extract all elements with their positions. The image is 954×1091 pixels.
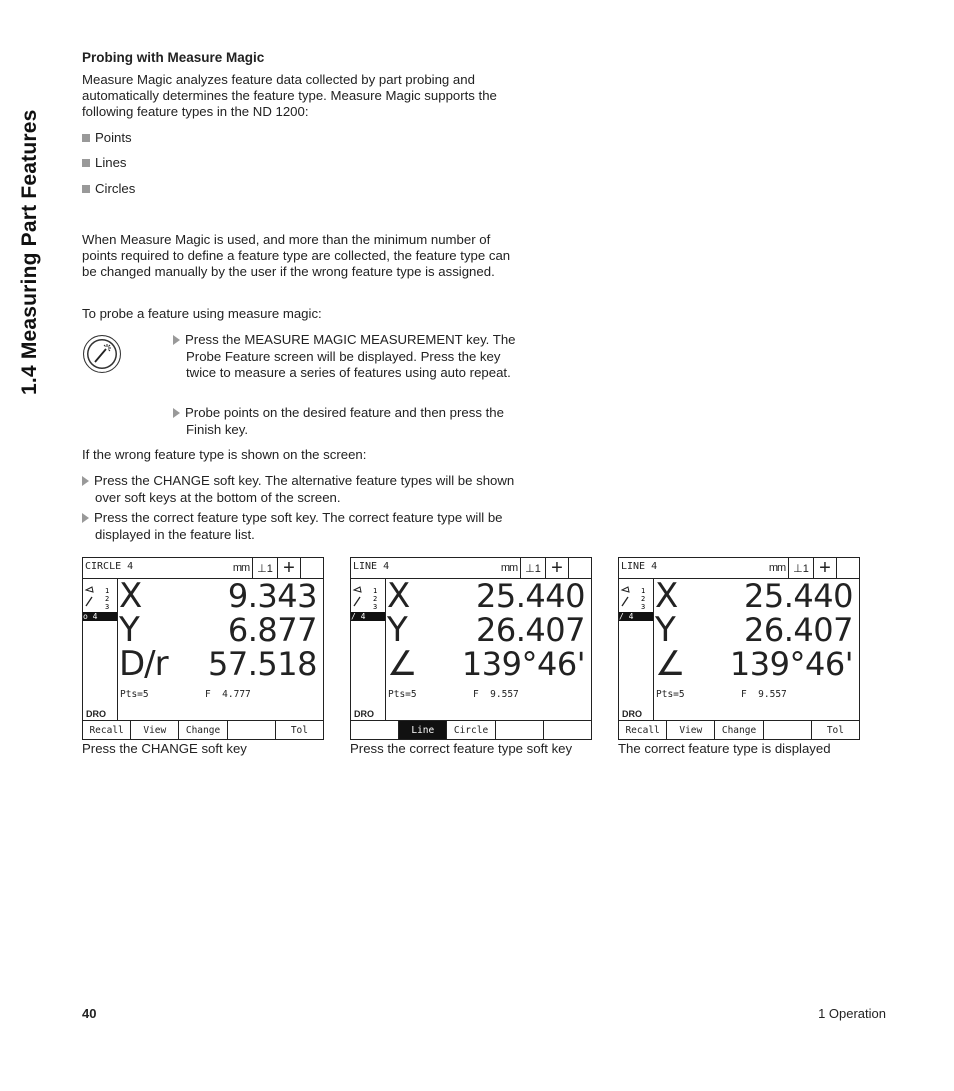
section-heading: Probing with Measure Magic — [82, 50, 265, 65]
screen-caption: Press the CHANGE soft key — [82, 741, 247, 756]
svg-text:3: 3 — [105, 603, 110, 611]
axis-value: 6.877 — [227, 611, 317, 649]
step-arrow-icon — [173, 408, 180, 418]
softkey-blank[interactable] — [543, 721, 591, 739]
resolution-icon: ⊥1 — [788, 558, 813, 578]
softkey-change[interactable]: Change — [714, 721, 762, 739]
feature-list-icons — [619, 584, 653, 612]
page-number: 40 — [82, 1006, 97, 1021]
step-item: Press the correct feature type soft key. The correct feature type will be displayed in the feature list. — [82, 510, 527, 543]
svg-text:1: 1 — [641, 587, 646, 595]
bullet-item: Lines — [82, 155, 127, 170]
paragraph-3: To probe a feature using measure magic: — [82, 306, 322, 321]
softkey-blank[interactable] — [351, 721, 398, 739]
softkey-blank[interactable] — [227, 721, 275, 739]
step-arrow-icon — [82, 513, 89, 523]
toolbar-blank — [836, 558, 859, 578]
screen-divider — [653, 578, 654, 720]
softkey-circle[interactable]: Circle — [446, 721, 494, 739]
bullet-square-icon — [82, 159, 90, 167]
softkey-view[interactable]: View — [666, 721, 714, 739]
softkey-blank[interactable] — [495, 721, 543, 739]
feature-list-selected: / 4 — [619, 612, 653, 621]
crosshair-icon: + — [277, 558, 300, 578]
dro-label: DRO — [354, 709, 374, 719]
dro-label: DRO — [622, 709, 642, 719]
axis-value: 26.407 — [476, 611, 585, 649]
softkey-tol[interactable]: Tol — [811, 721, 859, 739]
step-item: Press the CHANGE soft key. The alternative feature types will be shown over soft keys at the bottom of the screen. — [82, 473, 527, 506]
axis-value: 9.343 — [227, 577, 317, 615]
axis-label: ∠ — [387, 644, 417, 684]
points-count: Pts=5 — [656, 689, 685, 700]
crosshair-icon: + — [813, 558, 836, 578]
form-value: F 4.777 — [205, 689, 251, 700]
feature-list-icons — [351, 584, 385, 612]
resolution-icon: ⊥1 — [252, 558, 277, 578]
screen-feature-title: LINE 4 — [621, 561, 658, 572]
axis-value: 57.518 — [208, 645, 317, 683]
axis-value: 139°46' — [461, 645, 585, 683]
softkey-recall[interactable]: Recall — [89, 724, 124, 736]
svg-text:2: 2 — [105, 595, 110, 603]
toolbar-blank — [568, 558, 591, 578]
svg-text:3: 3 — [373, 603, 378, 611]
softkey-change[interactable]: Change — [178, 721, 226, 739]
softkey-recall[interactable]: Recall — [625, 724, 660, 736]
chapter-side-title: 1.4 Measuring Part Features — [18, 109, 41, 395]
screen-divider — [385, 578, 386, 720]
bullet-item: Points — [82, 130, 132, 145]
screen-feature-title: LINE 4 — [353, 561, 390, 572]
unit-indicator: mm — [232, 562, 250, 574]
feature-list — [619, 584, 653, 624]
screen-feature-title: CIRCLE 4 — [85, 561, 134, 572]
dro-label: DRO — [86, 709, 106, 719]
feature-list-selected: o 4 — [83, 612, 117, 621]
svg-text:1: 1 — [105, 587, 110, 595]
content-block — [82, 50, 527, 120]
bullet-square-icon — [82, 134, 90, 142]
feature-list-selected: / 4 — [351, 612, 385, 621]
feature-list-icons — [83, 584, 117, 612]
axis-label: D/r — [119, 644, 168, 684]
feature-list — [351, 584, 385, 624]
axis-value: 25.440 — [476, 577, 585, 615]
unit-indicator: mm — [500, 562, 518, 574]
svg-text:1: 1 — [373, 587, 378, 595]
form-value: F 9.557 — [741, 689, 787, 700]
svg-text:2: 2 — [641, 595, 646, 603]
paragraph-4: If the wrong feature type is shown on the screen: — [82, 447, 367, 462]
form-value: F 9.557 — [473, 689, 519, 700]
axis-label: X — [119, 576, 142, 616]
axis-label: Y — [655, 610, 675, 650]
intro-paragraph: Measure Magic analyzes feature data collected by part probing and automatically determines the feature type. Measure Magic supports the following feature types in the ND 1200: — [82, 72, 497, 119]
step-item: Probe points on the desired feature and then press the Finish key. — [173, 405, 525, 438]
axis-label: X — [655, 576, 678, 616]
axis-label: X — [387, 576, 410, 616]
softkey-bar — [351, 720, 591, 739]
softkey-view[interactable]: View — [130, 721, 178, 739]
axis-value: 25.440 — [744, 577, 853, 615]
screen-toolbar — [230, 558, 323, 578]
points-count: Pts=5 — [388, 689, 417, 700]
axis-label: Y — [119, 610, 139, 650]
softkey-blank[interactable] — [763, 721, 811, 739]
points-count: Pts=5 — [120, 689, 149, 700]
softkey-tol[interactable]: Tol — [275, 721, 323, 739]
toolbar-blank — [300, 558, 323, 578]
unit-indicator: mm — [768, 562, 786, 574]
screen-toolbar — [498, 558, 591, 578]
screen-caption: Press the correct feature type soft key — [350, 741, 573, 756]
axis-label: ∠ — [655, 644, 685, 684]
screen-toolbar — [766, 558, 859, 578]
softkey-bar — [83, 720, 323, 739]
chapter-label: 1 Operation — [818, 1006, 886, 1021]
crosshair-icon: + — [545, 558, 568, 578]
feature-list — [83, 584, 117, 624]
step-item: Press the MEASURE MAGIC MEASUREMENT key. The Probe Feature screen will be displayed. Press the key twice to measure a series of features using auto repeat. — [173, 332, 525, 382]
softkey-line[interactable]: Line — [398, 721, 446, 739]
dro-screen — [618, 557, 860, 740]
dro-screen — [82, 557, 324, 740]
dro-screen — [350, 557, 592, 740]
screen-caption: The correct feature type is displayed — [618, 741, 831, 756]
svg-text:3: 3 — [641, 603, 646, 611]
step-arrow-icon — [173, 335, 180, 345]
softkey-bar — [619, 720, 859, 739]
axis-value: 26.407 — [744, 611, 853, 649]
bullet-item: Circles — [82, 181, 135, 196]
step-arrow-icon — [82, 476, 89, 486]
axis-value: 139°46' — [729, 645, 853, 683]
measure-magic-wand-icon — [83, 335, 121, 373]
svg-text:2: 2 — [373, 595, 378, 603]
axis-label: Y — [387, 610, 407, 650]
screen-divider — [117, 578, 118, 720]
paragraph-2: When Measure Magic is used, and more than the minimum number of points required to define a feature type are collected, the feature type can be changed manually by the user if the wrong feature type is assigned. — [82, 232, 511, 279]
resolution-icon: ⊥1 — [520, 558, 545, 578]
bullet-square-icon — [82, 185, 90, 193]
